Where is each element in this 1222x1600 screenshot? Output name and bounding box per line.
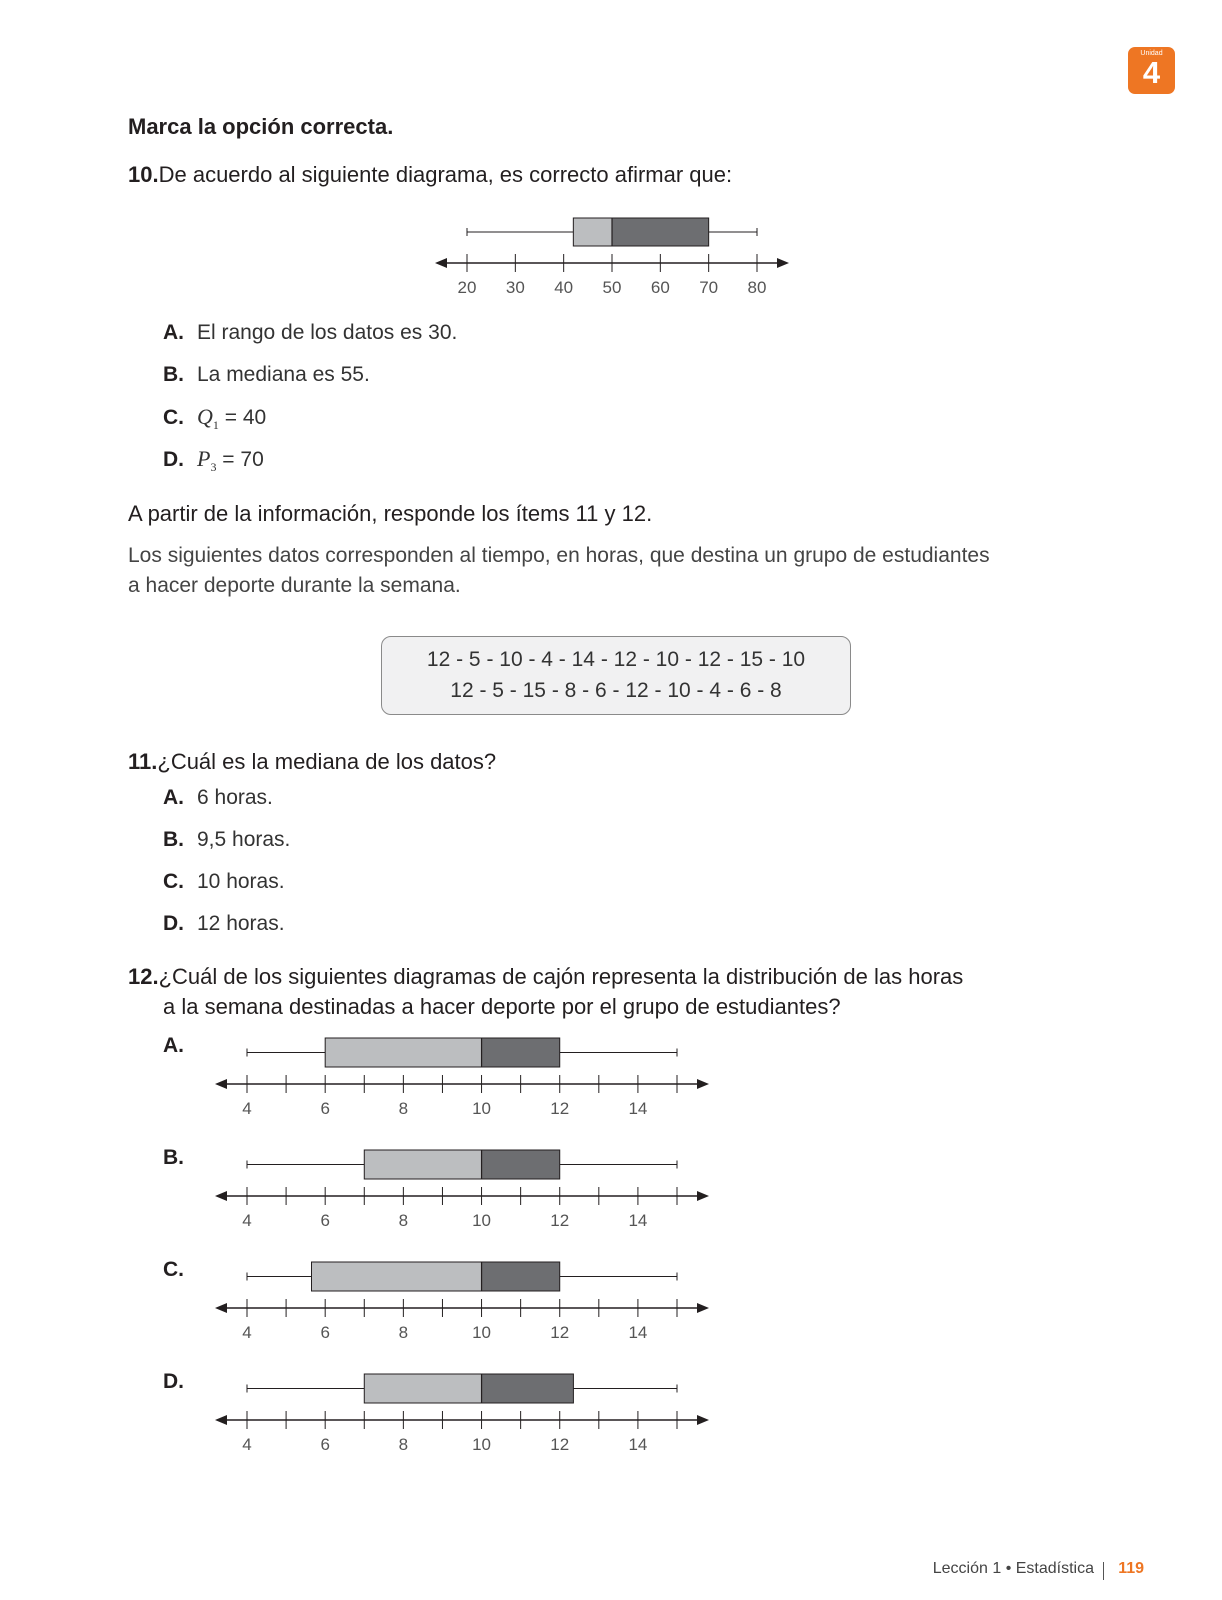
page-number: 119 [1118,1560,1144,1577]
q12-option-d-letter[interactable]: D. [163,1370,184,1393]
axis-tick-label: 12 [550,1099,570,1118]
axis-tick-label: 10 [472,1211,492,1230]
axis-tick-label: 50 [602,278,622,297]
axis-arrow-left [215,1303,227,1313]
question-10 [128,162,732,188]
data-box-line-1: 12 - 5 - 10 - 4 - 14 - 12 - 10 - 12 - 15 - 10 [426,648,806,671]
axis-arrow-right [777,258,789,268]
box-plot-option-b[interactable] [195,1142,715,1232]
q12-option-c-letter[interactable]: C. [163,1258,184,1281]
question-11-text: ¿Cuál es la mediana de los datos? [157,749,497,774]
axis-arrow-right [697,1191,709,1201]
box-upper-quartile [482,1374,574,1403]
box-plot-q10 [430,205,800,300]
axis-tick-label: 6 [320,1211,330,1230]
box-plot-option-d[interactable] [195,1366,715,1456]
q11-option-a-text: 6 horas. [197,786,273,809]
q10-option-c-var: Q [197,404,213,429]
axis-arrow-left [215,1079,227,1089]
axis-arrow-right [697,1415,709,1425]
box-upper-quartile [612,218,709,246]
q12-option-b-letter[interactable]: B. [163,1146,184,1169]
box-lower-quartile [364,1150,481,1179]
question-12-text-line-1: ¿Cuál de los siguientes diagramas de cajón representa la distribución de las horas [158,964,964,989]
q11-option-c[interactable] [163,869,285,895]
box-plot-option-a[interactable] [195,1030,715,1120]
box-upper-quartile [482,1262,560,1291]
axis-tick-label: 12 [550,1435,570,1454]
q11-option-b-text: 9,5 horas. [197,828,291,851]
q10-option-c-sub: 1 [212,418,219,433]
axis-arrow-left [435,258,447,268]
info-text-line-2: a hacer deporte durante la semana. [128,574,461,597]
q10-option-d-var: P [197,446,211,471]
axis-tick-label: 80 [747,278,767,297]
axis-arrow-left [215,1415,227,1425]
info-text-line-1: Los siguientes datos corresponden al tiempo, en horas, que destina un grupo de estudiantes [128,544,990,567]
box-upper-quartile [482,1038,560,1067]
axis-tick-label: 20 [457,278,477,297]
axis-tick-label: 4 [242,1323,252,1342]
q10-option-c[interactable] [163,404,266,438]
axis-arrow-right [697,1303,709,1313]
axis-tick-label: 8 [398,1323,409,1342]
box-lower-quartile [573,218,612,246]
box-upper-quartile [482,1150,560,1179]
axis-tick-label: 12 [550,1211,570,1230]
box-lower-quartile [312,1262,482,1291]
q11-option-c-text: 10 horas. [197,870,285,893]
axis-tick-label: 10 [472,1323,492,1342]
q11-option-b-letter: B. [163,828,184,851]
axis-tick-label: 4 [242,1211,252,1230]
q10-option-d-rest: = 70 [216,448,264,471]
footer-lesson-label: Lección 1 • Estadística [932,1560,1094,1577]
q11-option-c-letter: C. [163,870,184,893]
q10-option-a-text: El rango de los datos es 30. [197,321,458,344]
axis-tick-label: 8 [398,1099,409,1118]
data-box [381,636,851,715]
axis-tick-label: 14 [628,1323,648,1342]
axis-tick-label: 8 [398,1435,409,1454]
q10-option-c-rest: = 40 [218,406,267,429]
q10-option-b-letter: B. [163,363,184,386]
q11-option-a[interactable] [163,785,273,811]
q11-option-d[interactable] [163,911,285,937]
axis-tick-label: 4 [242,1435,252,1454]
axis-arrow-left [215,1191,227,1201]
question-10-number: 10. [128,162,159,187]
q10-option-b[interactable] [163,362,370,388]
axis-tick-label: 70 [699,278,719,297]
axis-tick-label: 40 [554,278,574,297]
axis-tick-label: 14 [628,1435,648,1454]
q10-option-c-letter: C. [163,406,184,429]
footer-separator [1103,1562,1104,1580]
box-lower-quartile [325,1038,481,1067]
axis-arrow-right [697,1079,709,1089]
axis-tick-label: 6 [320,1099,330,1118]
data-box-line-2: 12 - 5 - 15 - 8 - 6 - 12 - 10 - 4 - 6 - 8 [450,679,782,702]
axis-tick-label: 6 [320,1323,330,1342]
q10-option-b-text: La mediana es 55. [197,363,370,386]
question-10-text: De acuerdo al siguiente diagrama, es correcto afirmar que: [158,162,733,187]
axis-tick-label: 30 [505,278,525,297]
axis-tick-label: 14 [628,1211,648,1230]
q11-option-a-letter: A. [163,786,184,809]
q10-option-d[interactable] [163,446,264,480]
question-12-text-line-2: a la semana destinadas a hacer deporte por el grupo de estudiantes? [163,994,841,1019]
axis-tick-label: 8 [398,1211,409,1230]
question-12 [128,964,963,990]
instruction: Marca la opción correcta. [128,114,394,139]
q10-option-d-letter: D. [163,448,184,471]
question-11-number: 11. [128,749,158,774]
info-heading: A partir de la información, responde los ítems 11 y 12. [128,501,653,526]
q11-option-b[interactable] [163,827,290,853]
axis-tick-label: 12 [550,1323,570,1342]
q11-option-d-text: 12 horas. [197,912,285,935]
page-footer [0,1560,1222,1590]
axis-tick-label: 10 [472,1099,492,1118]
axis-tick-label: 10 [472,1435,492,1454]
q10-option-d-sub: 3 [210,460,217,475]
q10-option-a-letter: A. [163,321,184,344]
q11-option-d-letter: D. [163,912,184,935]
q10-option-a[interactable] [163,320,457,346]
question-12-number: 12. [128,964,159,989]
q12-option-a-letter[interactable]: A. [163,1034,184,1057]
unit-badge [1128,47,1175,94]
axis-tick-label: 4 [242,1099,252,1118]
unit-badge-number: 4 [1142,55,1161,90]
axis-tick-label: 60 [650,278,670,297]
question-11 [128,749,496,775]
axis-tick-label: 14 [628,1099,648,1118]
box-plot-option-c[interactable] [195,1254,715,1344]
box-lower-quartile [364,1374,481,1403]
box-plot-q10-group [435,218,789,297]
axis-tick-label: 6 [320,1435,330,1454]
unit-badge-label: Unidad [1140,50,1163,57]
